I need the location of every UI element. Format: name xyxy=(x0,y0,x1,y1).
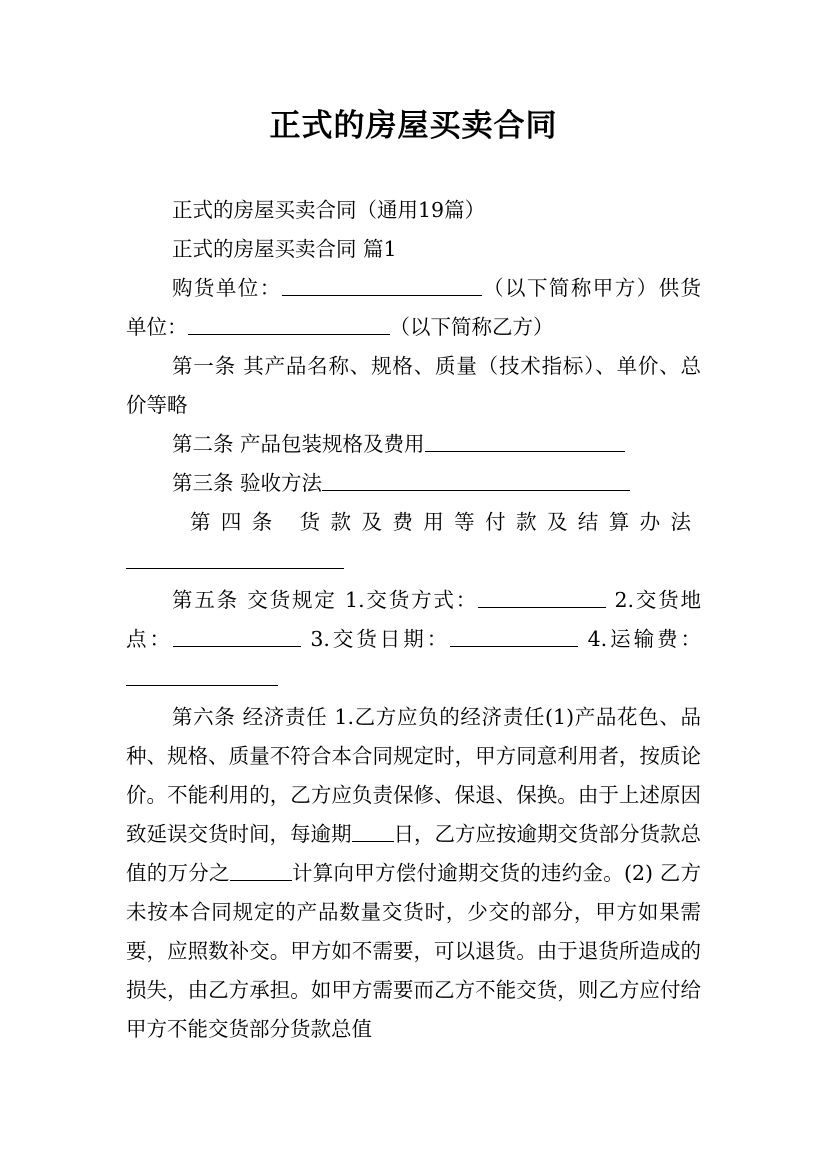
article-3-text: 第三条 验收方法 xyxy=(172,471,323,495)
article-3-blank xyxy=(322,470,630,491)
article-6 xyxy=(126,698,701,1049)
article-5-place: 2.交货地点： xyxy=(126,588,702,651)
buyer-note: （以下简称甲方）供货 xyxy=(481,276,702,300)
article-6-part-a: 第六条 经济责任 1.乙方应负的经济责任(1)产品花色、品种、规格、质量不符合本合同规定时，甲方同意利用者，按质论价。不能利用的，乙方应负责保修、保退、保换。由于上述原因致延误交货时间，每逾期 xyxy=(126,705,701,846)
article-6-part-b: 日，乙方应按逾期交货部分货款总值的万分之 xyxy=(126,822,701,885)
article-2-blank xyxy=(425,431,625,452)
article-5-freight: 4.运输费： xyxy=(578,627,701,651)
delivery-date-blank xyxy=(450,626,578,647)
overdue-days-blank xyxy=(352,821,394,842)
article-4: 第四条 货款及费用等付款及结算办法 xyxy=(190,510,701,534)
article-4-blank xyxy=(126,548,344,569)
article-2 xyxy=(126,425,701,464)
delivery-method-blank xyxy=(478,587,606,608)
penalty-rate-blank xyxy=(230,860,292,881)
article-4-blank-line xyxy=(126,542,701,581)
seller-blank xyxy=(188,314,390,335)
buyer-label: 购货单位： xyxy=(172,276,282,300)
freight-blank xyxy=(126,665,278,686)
section-heading: 正式的房屋买卖合同 篇1 xyxy=(172,237,397,261)
article-6-part-c: 计算向甲方偿付逾期交货的违约金。(2) 乙方未按本合同规定的产品数量交货时，少交的部分，甲方如果需要，应照数补交。甲方如不需要，可以退货。由于退货所造成的损失，由乙方承担。如甲方需要而乙方不能交货，则乙方应付给甲方不能交货部分货款总值 xyxy=(126,861,702,1041)
article-5-method: 第五条 交货规定 1.交货方式： xyxy=(172,588,479,612)
document-body xyxy=(126,191,701,1049)
document-title: 正式的房屋买卖合同 xyxy=(269,108,558,144)
parties-paragraph xyxy=(126,269,701,347)
article-2-text: 第二条 产品包装规格及费用 xyxy=(172,432,425,456)
delivery-place-blank xyxy=(173,626,301,647)
seller-label: 单位： xyxy=(126,315,188,339)
seller-note: （以下简称乙方） xyxy=(389,315,554,339)
article-3 xyxy=(126,464,701,503)
subtitle: 正式的房屋买卖合同（通用19篇） xyxy=(172,198,486,222)
article-5-date: 3.交货日期： xyxy=(300,627,451,651)
article-1: 第一条 其产品名称、规格、质量（技术指标）、单价、总价等略 xyxy=(126,354,701,417)
article-5 xyxy=(126,581,701,698)
buyer-blank xyxy=(282,275,482,296)
